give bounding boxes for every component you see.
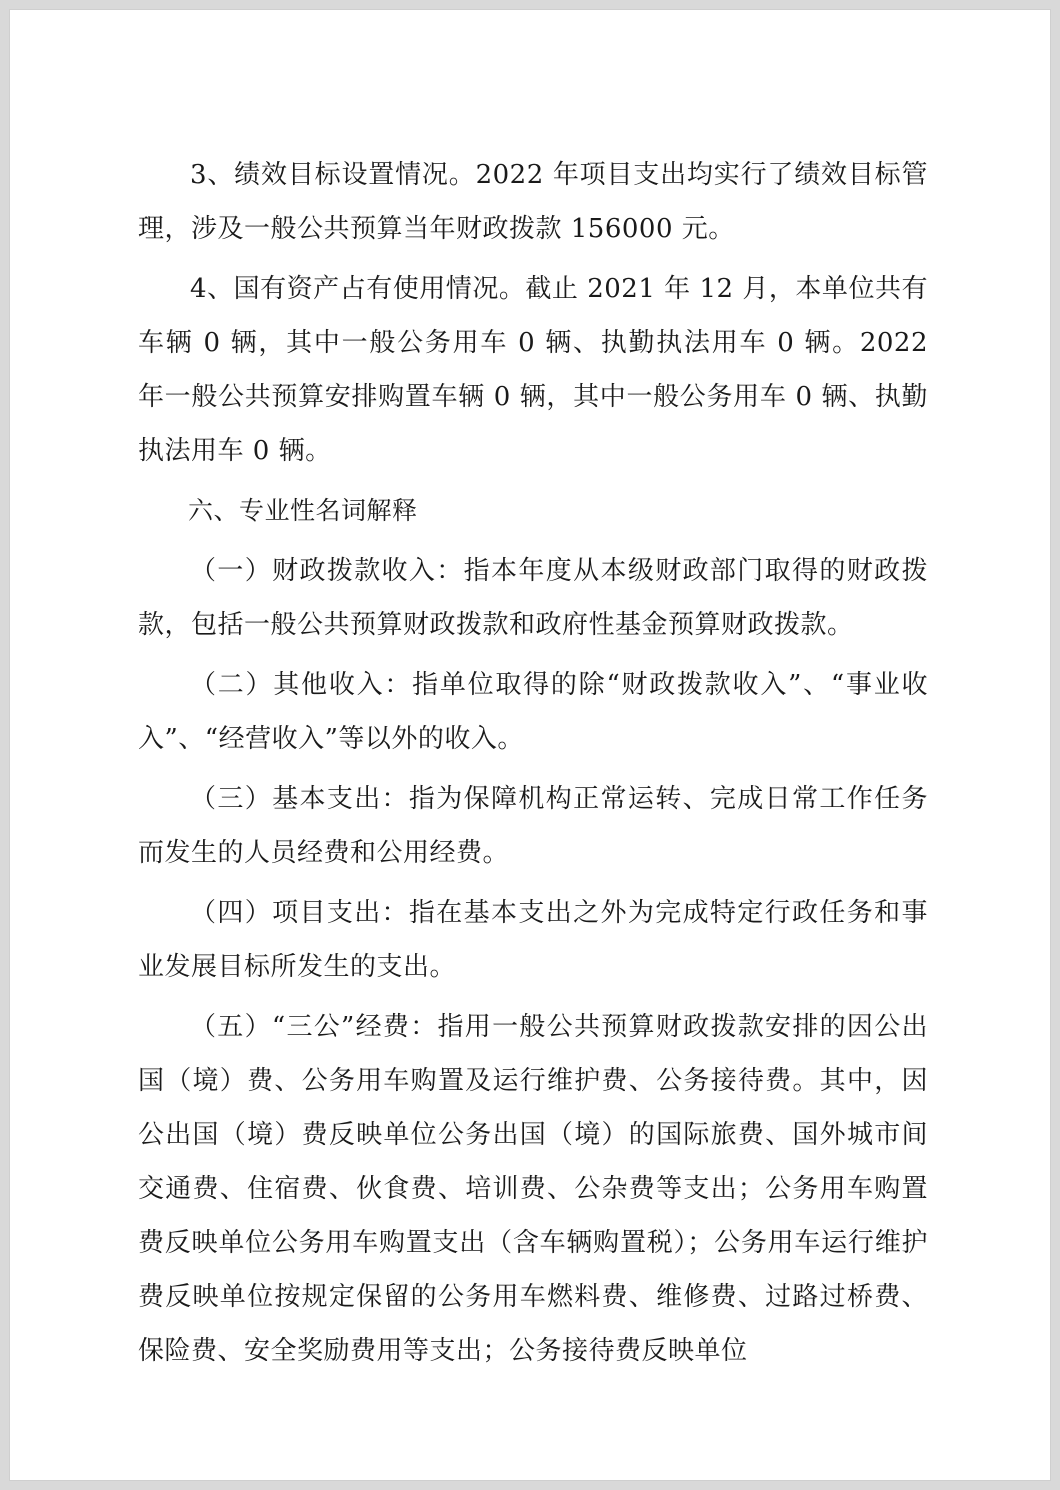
paragraph-state-assets: 4、国有资产占有使用情况。截止 2021 年 12 月，本单位共有车辆 0 辆，其中一般公务用车 0 辆、执勤执法用车 0 辆。2022 年一般公共预算安排购置车辆 0 辆，其中一般公务用车 0 辆、执勤执法用车 0 辆。 bbox=[138, 274, 928, 466]
definition-project-expenditure: （四）项目支出：指在基本支出之外为完成特定行政任务和事业发展目标所发生的支出。 bbox=[138, 898, 928, 982]
definition-fiscal-appropriation-income: （一）财政拨款收入：指本年度从本级财政部门取得的财政拨款，包括一般公共预算财政拨款和政府性基金预算财政拨款。 bbox=[138, 556, 928, 640]
definition-basic-expenditure: （三）基本支出：指为保障机构正常运转、完成日常工作任务而发生的人员经费和公用经费。 bbox=[138, 784, 928, 868]
document-body bbox=[138, 148, 928, 1384]
document-page bbox=[10, 10, 1050, 1480]
definition-three-public-expenses: （五）“三公”经费：指用一般公共预算财政拨款安排的因公出国（境）费、公务用车购置及运行维护费、公务接待费。其中，因公出国（境）费反映单位公务出国（境）的国际旅费、国外城市间交通费、住宿费、伙食费、培训费、公杂费等支出；公务用车购置费反映单位公务用车购置支出（含车辆购置税）；公务用车运行维护费反映单位按规定保留的公务用车燃料费、维修费、过路过桥费、保险费、安全奖励费用等支出；公务接待费反映单位 bbox=[138, 1012, 928, 1366]
paragraph-performance-goals: 3、绩效目标设置情况。2022 年项目支出均实行了绩效目标管理，涉及一般公共预算当年财政拨款 156000 元。 bbox=[138, 160, 928, 244]
definition-other-income: （二）其他收入：指单位取得的除“财政拨款收入”、“事业收入”、“经营收入”等以外的收入。 bbox=[138, 670, 928, 754]
section-heading-glossary: 六、专业性名词解释 bbox=[188, 496, 418, 525]
